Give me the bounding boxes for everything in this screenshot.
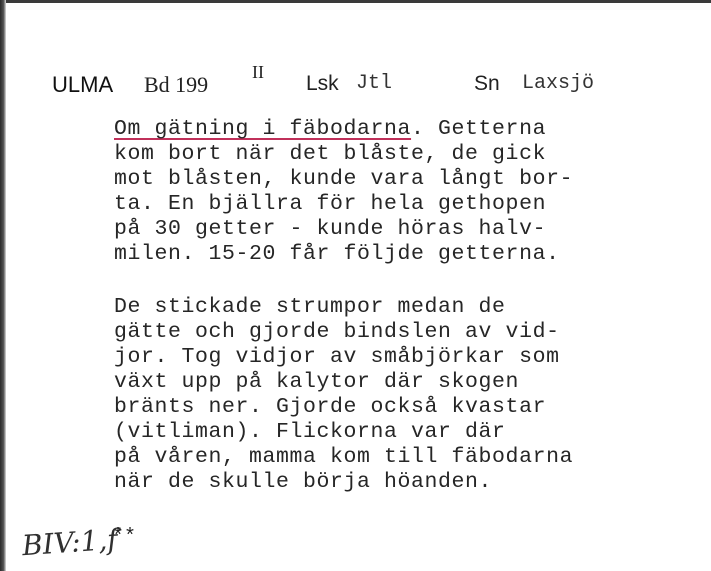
landskap-value: Jtl — [356, 72, 393, 95]
paragraph-1-line: . Getterna — [411, 117, 547, 141]
paragraph-2-line: bränts ner. Gjorde också kvastar — [114, 395, 547, 419]
paragraph-2-line: gätte och gjorde bindslen av vid- — [114, 320, 560, 344]
paragraph-2-line: växt upp på kalytor där skogen — [114, 370, 520, 394]
card-header — [52, 64, 692, 104]
paragraph-1-line: kom bort när det blåste, de gick — [114, 142, 547, 166]
scan-left-edge — [0, 0, 6, 571]
volume-superscript: II — [252, 62, 264, 82]
paragraph-1-first-line — [114, 117, 694, 142]
paragraph-1-line: på 30 getter - kunde höras halv- — [114, 217, 547, 241]
volume-number: Bd 199 — [144, 72, 209, 97]
paragraph-2-line: när de skulle börja höanden. — [114, 470, 493, 494]
handwritten-note: BIV:1,f — [20, 522, 119, 563]
paragraph-1-line: ta. En bjällra för hela gethopen — [114, 192, 547, 216]
paragraph-2 — [114, 295, 694, 495]
socken-label: Sn — [474, 72, 500, 95]
socken-value: Laxsjö — [522, 72, 595, 95]
paragraph-2-line: (vitliman). Flickorna var där — [114, 420, 506, 444]
paragraph-1 — [114, 117, 694, 267]
scan-top-edge — [0, 0, 711, 3]
paragraph-2-line: på våren, mamma kom till fäbodarna — [114, 445, 574, 469]
asterisks-mark: ** — [112, 526, 137, 549]
paragraph-2-line: De stickade strumpor medan de — [114, 295, 506, 319]
landskap-label: Lsk — [306, 72, 339, 95]
paragraph-heading: Om gätning i fäbodarna — [114, 117, 412, 141]
paragraph-1-line: milen. 15-20 får följde getterna. — [114, 242, 560, 266]
archive-code: ULMA — [52, 72, 114, 97]
paragraph-1-line: mot blåsten, kunde vara långt bor- — [114, 167, 574, 191]
paragraph-2-line: jor. Tog vidjor av småbjörkar som — [114, 345, 560, 369]
